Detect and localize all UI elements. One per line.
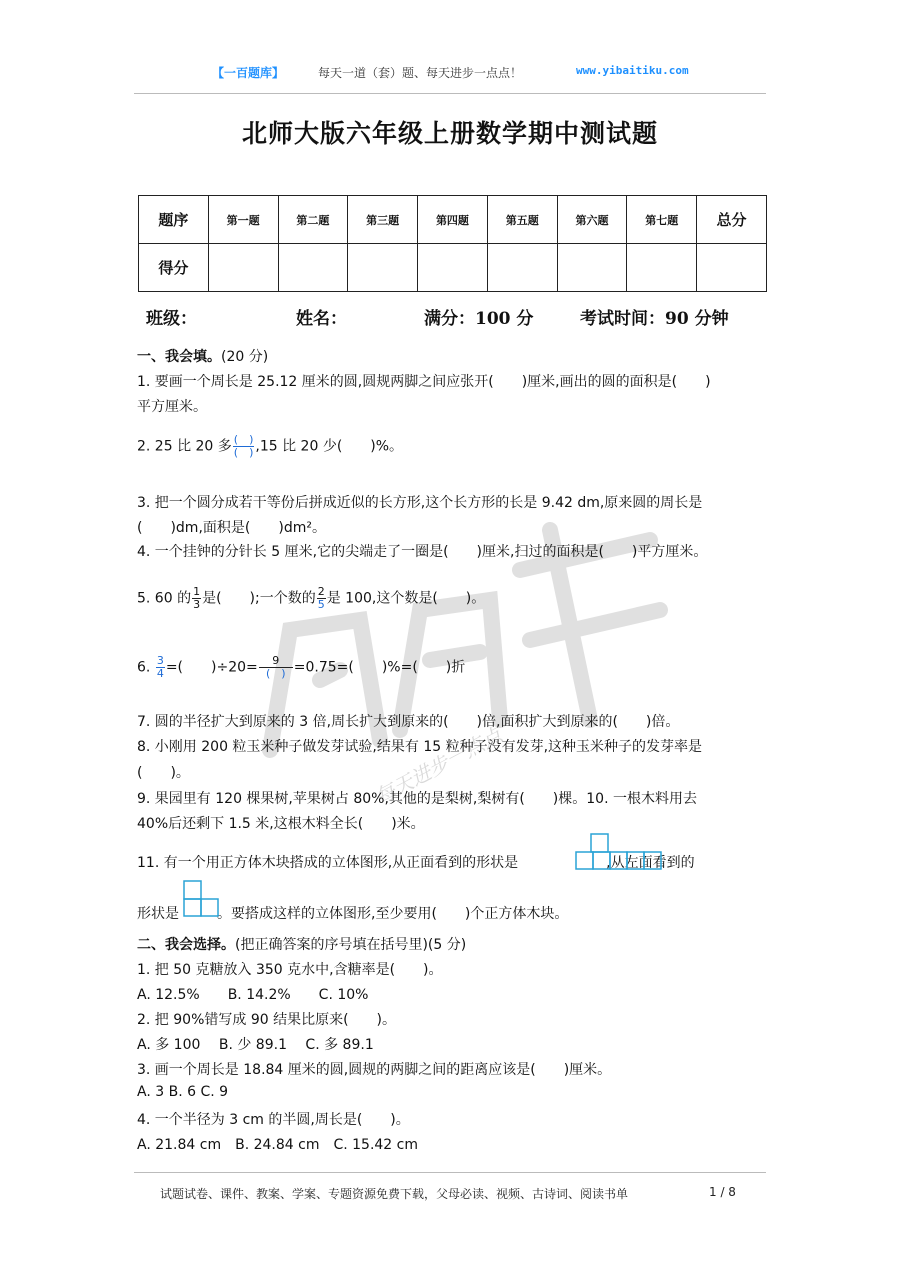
choice-question-4-options: A. 21.84 cm B. 24.84 cm C. 15.42 cm bbox=[137, 1137, 419, 1153]
question-7: 7. 圆的半径扩大到原来的 3 倍,周长扩大到原来的( )倍,面积扩大到原来的( )倍。 bbox=[137, 714, 680, 730]
choice-question-4: 4. 一个半径为 3 cm 的半圆,周长是( )。 bbox=[137, 1112, 410, 1128]
choice-question-2-options: A. 多 100 B. 少 89.1 C. 多 89.1 bbox=[137, 1037, 374, 1053]
table-row bbox=[139, 196, 767, 244]
question-2-post: ,15 比 20 少( )%。 bbox=[255, 438, 404, 455]
left-view-shape bbox=[183, 880, 223, 918]
fraction-numerator: 3 bbox=[156, 654, 164, 667]
score-cell[interactable] bbox=[278, 244, 348, 292]
section1-points: (20 分) bbox=[221, 349, 269, 365]
fraction-three-quarters bbox=[156, 655, 165, 680]
question-3-line2: ( )dm,面积是( )dm²。 bbox=[137, 520, 326, 536]
col-q6: 第六题 bbox=[557, 196, 627, 244]
question-1-line1: 1. 要画一个周长是 25.12 厘米的圆,圆规两脚之间应张开( )厘米,画出的圆的面积是( ) bbox=[137, 374, 711, 390]
question-5 bbox=[137, 586, 485, 611]
score-cell[interactable] bbox=[487, 244, 557, 292]
footer-divider bbox=[134, 1172, 766, 1173]
question-8-line1: 8. 小刚用 200 粒玉米种子做发芽试验,结果有 15 粒种子没有发芽,这种玉米种子的发芽率是 bbox=[137, 739, 703, 755]
question-8-line2: ( )。 bbox=[137, 765, 190, 781]
question-9-line1: 9. 果园里有 120 棵果树,苹果树占 80%,其他的是梨树,梨树有( )棵。10. 一根木料用去 bbox=[137, 791, 697, 807]
col-q4: 第四题 bbox=[418, 196, 488, 244]
fraction-denominator: 4 bbox=[156, 667, 164, 680]
question-1-line2: 平方厘米。 bbox=[137, 399, 207, 415]
score-cell[interactable] bbox=[557, 244, 627, 292]
section2-heading bbox=[137, 934, 466, 954]
section2-title: 二、我会选择。 bbox=[137, 937, 235, 953]
col-q5: 第五题 bbox=[487, 196, 557, 244]
choice-question-3-options: A. 3 B. 6 C. 9 bbox=[137, 1084, 229, 1100]
full-score: 满分：100 分 bbox=[424, 309, 534, 329]
page-number: 1 / 8 bbox=[709, 1185, 736, 1199]
fraction-numerator: 9 bbox=[259, 655, 293, 668]
question-2-pre: 2. 25 比 20 多 bbox=[137, 438, 232, 455]
question-6-post: =0.75=( )%=( )折 bbox=[293, 659, 466, 676]
front-view-shape bbox=[575, 832, 665, 872]
table-row bbox=[139, 244, 767, 292]
score-cell[interactable] bbox=[348, 244, 418, 292]
question-9-line2: 40%后还剩下 1.5 米,这根木料全长( )米。 bbox=[137, 816, 425, 832]
score-cell[interactable] bbox=[627, 244, 697, 292]
header-divider bbox=[134, 93, 766, 94]
fraction-denominator: ( ) bbox=[233, 446, 254, 459]
choice-question-3: 3. 画一个周长是 18.84 厘米的圆,圆规的两脚之间的距离应该是( )厘米。 bbox=[137, 1062, 612, 1078]
col-total: 总分 bbox=[697, 196, 767, 244]
row-label-order: 题序 bbox=[139, 196, 209, 244]
fraction-two-fifths bbox=[317, 586, 326, 611]
footer-text: 试题试卷、课件、教案、学案、专题资源免费下载，父母必读、视频、古诗词、阅读书单 bbox=[160, 1187, 629, 1201]
exam-time: 考试时间：90 分钟 bbox=[580, 309, 729, 329]
col-q1: 第一题 bbox=[208, 196, 278, 244]
section1-title: 一、我会填。 bbox=[137, 349, 221, 365]
question-5-post: 是 100,这个数是( )。 bbox=[326, 590, 486, 607]
name-label: 姓名： bbox=[296, 309, 347, 329]
header-url-link[interactable]: www.yibaitiku.com bbox=[576, 64, 689, 77]
fraction-denominator: 5 bbox=[317, 598, 325, 611]
choice-question-1-options: A. 12.5% B. 14.2% C. 10% bbox=[137, 987, 369, 1003]
question-6 bbox=[137, 655, 465, 680]
col-q7: 第七题 bbox=[627, 196, 697, 244]
question-6-mid: =( )÷20= bbox=[165, 659, 258, 676]
score-table bbox=[138, 195, 767, 292]
question-4: 4. 一个挂钟的分针长 5 厘米,它的尖端走了一圈是( )厘米,扫过的面积是( )平方厘米。 bbox=[137, 544, 708, 560]
question-3-line1: 3. 把一个圆分成若干等份后拼成近似的长方形,这个长方形的长是 9.42 dm,原来圆的周长是 bbox=[137, 495, 703, 511]
page-title: 北师大版六年级上册数学期中测试题 bbox=[241, 119, 658, 148]
watermark-logo bbox=[230, 420, 710, 840]
question-6-pre: 6. bbox=[137, 659, 155, 676]
score-cell[interactable] bbox=[208, 244, 278, 292]
fraction-denominator: 3 bbox=[193, 598, 201, 611]
header-brand: 【一百题库】 bbox=[212, 66, 285, 80]
question-11-pre: 11. 有一个用正方体木块搭成的立体图形,从正面看到的形状是 bbox=[137, 855, 519, 871]
col-q2: 第二题 bbox=[278, 196, 348, 244]
fraction-nine-over-blank bbox=[259, 655, 293, 680]
question-5-mid: 是( );一个数的 bbox=[202, 590, 316, 607]
section2-instruction: (把正确答案的序号填在括号里)(5 分) bbox=[235, 937, 467, 953]
section1-heading bbox=[137, 346, 268, 366]
score-cell-total[interactable] bbox=[697, 244, 767, 292]
choice-question-1: 1. 把 50 克糖放入 350 克水中,含糖率是( )。 bbox=[137, 962, 443, 978]
score-cell[interactable] bbox=[418, 244, 488, 292]
question-5-pre: 5. 60 的 bbox=[137, 590, 192, 607]
question-2 bbox=[137, 434, 403, 459]
blank-fraction bbox=[233, 434, 255, 459]
fraction-one-third bbox=[192, 586, 201, 611]
header-slogan: 每天一道（套）题、每天进步一点点！ bbox=[318, 66, 523, 80]
choice-question-2: 2. 把 90%错写成 90 结果比原来( )。 bbox=[137, 1012, 397, 1028]
col-q3: 第三题 bbox=[348, 196, 418, 244]
fraction-numerator: 1 bbox=[193, 585, 201, 598]
question-11-line2-pre: 形状是 bbox=[137, 906, 179, 922]
row-label-score: 得分 bbox=[139, 244, 209, 292]
fraction-numerator: ( ) bbox=[233, 433, 254, 446]
question-11-line2-post: 。要搭成这样的立体图形,至少要用( )个正方体木块。 bbox=[217, 906, 569, 922]
class-label: 班级： bbox=[146, 309, 197, 329]
question-11-mid: ,从左面看到的 bbox=[606, 855, 695, 871]
svg-text:每天进步一点点: 每天进步一点点 bbox=[371, 722, 506, 810]
fraction-numerator: 2 bbox=[317, 585, 325, 598]
fraction-denominator: ( ) bbox=[265, 667, 286, 680]
